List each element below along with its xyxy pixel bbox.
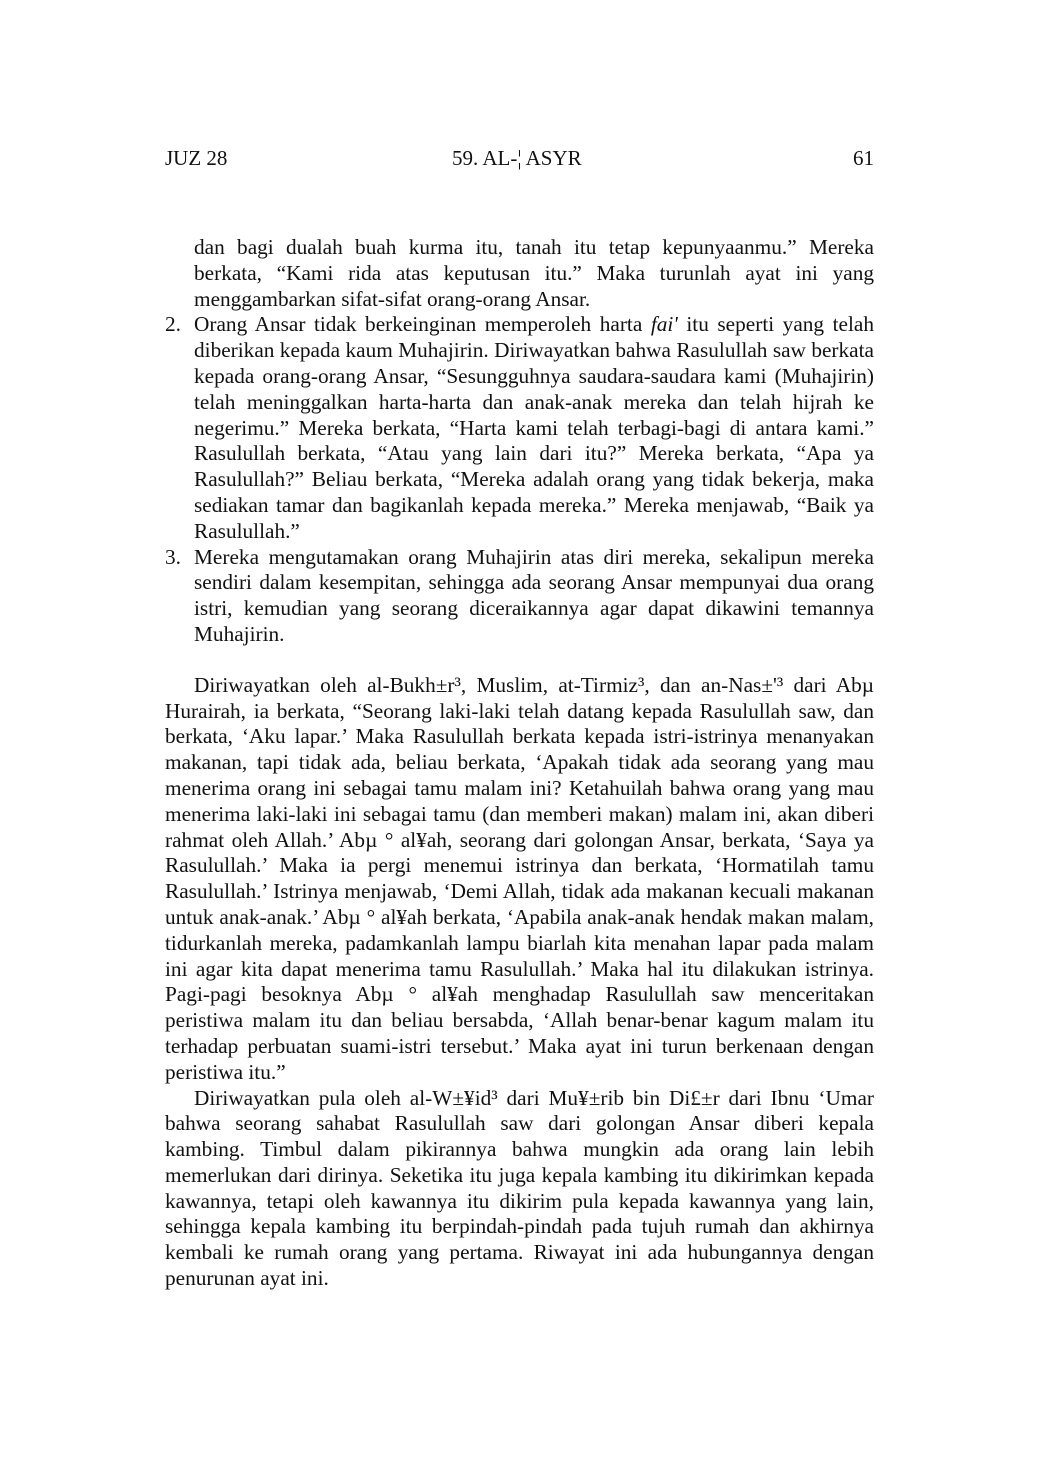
- list-item-number: 2.: [165, 312, 181, 337]
- list-item-text: Mereka mengutamakan orang Muhajirin atas diri mereka, sekalipun mereka sendiri dalam kesempitan, sehingga ada seorang Ansar mempunyai dua orang istri, kemudian yang seorang diceraikannya agar dapat dikawini temannya Muhajirin.: [194, 544, 874, 646]
- paragraph-spacer: [165, 648, 874, 673]
- body-text: [165, 235, 874, 1292]
- list-item-text: Orang Ansar tidak berkeinginan memperoleh harta fai' itu seperti yang telah diberikan kepada kaum Muhajirin. Diriwayatkan bahwa Rasulullah saw berkata kepada orang-orang Ansar, “Sesungguhnya saudara-saudara kami (Muhajirin) telah meninggalkan harta-harta dan anak-anak mereka dan telah hijrah ke negerimu.” Mereka berkata, “Harta kami telah terbagi-bagi di antara kami.” Rasulullah berkata, “Atau yang lain dari itu?” Mereka berkata, “Apa ya Rasulullah?” Beliau berkata, “Mereka adalah orang yang tidak bekerja, maka sediakan tamar dan bagikanlah kepada mereka.” Mereka menjawab, “Baik ya Rasulullah.”: [194, 312, 874, 543]
- paragraph: Diriwayatkan pula oleh al-W±¥id³ dari Mu¥±rib bin Di£±r dari Ibnu ‘Umar bahwa seorang sahabat Rasulullah saw dari golongan Ansar diberi kepala kambing. Timbul dalam pikirannya bahwa mungkin ada orang lain lebih memerlukan dari dirinya. Seketika itu juga kepala kambing itu dikirimkan kepada kawannya, tetapi oleh kawannya itu dikirim pula kepada kawannya yang lain, sehingga kepala kambing itu berpindah-pindah pada tujuh rumah dan akhirnya kembali ke rumah orang yang pertama. Riwayat ini ada hubungannya dengan penurunan ayat ini.: [165, 1085, 874, 1291]
- italic-term: fai': [650, 312, 678, 337]
- list-item: [165, 545, 874, 648]
- list-item-number: 3.: [165, 544, 181, 569]
- paragraph: Diriwayatkan oleh al-Bukh±r³, Muslim, at-Tirmiz³, dan an-Nas±'³ dari Abµ Hurairah, ia berkata, “Seorang laki-laki telah datang kepada Rasulullah saw, dan berkata, ‘Aku lapar.’ Maka Rasulullah berkata kepada istri-istrinya menanyakan makanan, tapi tidak ada, beliau berkata, ‘Apakah tidak ada seorang yang mau menerima orang ini sebagai tamu malam ini? Ketahuilah bahwa orang yang mau menerima laki-laki ini sebagai tamu (dan memberi makan) malam ini, akan diberi rahmat oleh Allah.’ Abµ ° al¥ah, seorang dari golongan Ansar, berkata, ‘Saya ya Rasulullah.’ Maka ia pergi menemui istrinya dan berkata, ‘Hormatilah tamu Rasulullah.’ Istrinya menjawab, ‘Demi Allah, tidak ada makanan kecuali makanan untuk anak-anak.’ Abµ ° al¥ah berkata, ‘Apabila anak-anak hendak makan malam, tidurkanlah mereka, padamkanlah lampu biarlah kita menahan lapar pada malam ini agar kita dapat menerima tamu Rasulullah.’ Maka hal itu dilakukan istrinya. Pagi-pagi besoknya Abµ ° al¥ah menghadap Rasulullah saw menceritakan peristiwa malam itu dan beliau bersabda, ‘Allah benar-benar kagum malam itu terhadap perbuatan suami-istri tersebut.’ Maka ayat ini turun berkenaan dengan peristiwa itu.”: [165, 672, 874, 1084]
- page-number: 61: [853, 146, 874, 170]
- running-header: [165, 146, 874, 172]
- list-item-continuation: dan bagi dualah buah kurma itu, tanah itu tetap kepunyaanmu.” Mereka berkata, “Kami rida atas keputusan itu.” Maka turunlah ayat ini yang menggambarkan sifat-sifat orang-orang Ansar.: [194, 235, 874, 311]
- surah-title: 59. AL-¦ ASYR: [452, 146, 582, 170]
- list-item: [165, 312, 874, 544]
- juz-label: JUZ 28: [165, 146, 228, 170]
